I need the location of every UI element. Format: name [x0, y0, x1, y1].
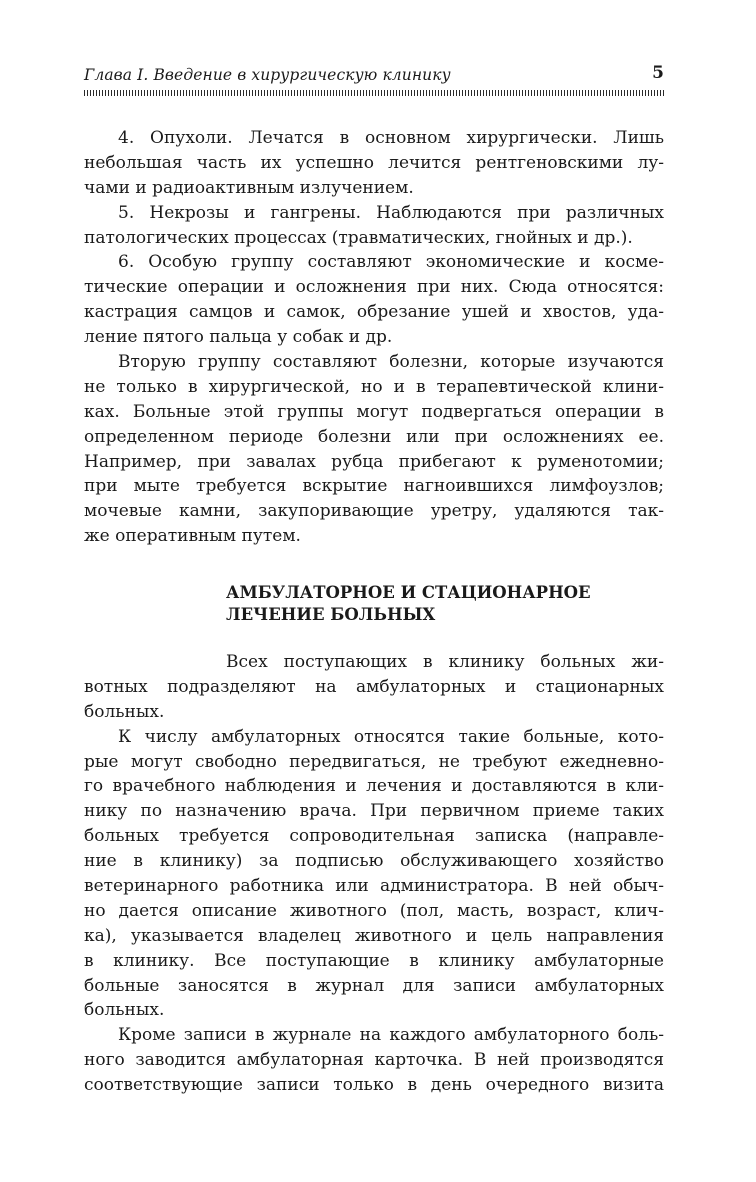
paragraph-line: не только в хирургической, но и в терапевтической клини- — [84, 376, 664, 397]
paragraph-line: ление пятого пальца у собак и др. — [84, 327, 393, 348]
paragraph-line: ного заводится амбулаторная карточка. В ней производятся — [84, 1050, 664, 1071]
paragraph-line: Например, при завалах рубца прибегают к руменотомии; — [84, 451, 664, 472]
paragraph-line: К числу амбулаторных относятся такие больные, кото- — [118, 726, 664, 747]
paragraph-line: Вторую группу составляют болезни, которые изучаются — [118, 352, 664, 373]
paragraph-line: больных требуется сопроводительная записка (направле- — [84, 826, 664, 847]
paragraph-line: рые могут свободно передвигаться, не требуют ежедневно- — [84, 751, 664, 772]
page-number: 5 — [652, 63, 664, 83]
section-heading — [226, 582, 646, 626]
paragraph-line: небольшая часть их успешно лечится рентгеновскими лу- — [84, 152, 664, 173]
paragraph-line: ветеринарного работника или администратора. В ней обыч- — [84, 876, 664, 897]
paragraph-line: же оперативным путем. — [84, 526, 301, 547]
chapter-running-title: Глава I. Введение в хирургическую клинику — [84, 66, 451, 84]
section-heading-line: ЛЕЧЕНИЕ БОЛЬНЫХ — [226, 605, 436, 624]
paragraph-line: 6. Особую группу составляют экономические и космe- — [118, 252, 664, 273]
paragraph-line: Всех поступающих в клинику больных жи- — [226, 652, 664, 672]
paragraph-line: ка), указывается владелец животного и цель направления — [84, 925, 664, 946]
paragraph-line: 4. Опухоли. Лечатся в основном хирургически. Лишь — [118, 128, 664, 148]
paragraph-line: больные заносятся в журнал для записи амбулаторных — [84, 975, 664, 996]
paragraph-line: больных. — [84, 701, 165, 722]
paragraph-line: Кроме записи в журнале на каждого амбулаторного боль- — [118, 1025, 664, 1046]
paragraph-line: тические операции и осложнения при них. Сюда относятся: — [84, 277, 664, 298]
paragraph-line: соответствующие записи только в день очередного визита — [84, 1075, 664, 1096]
paragraph-line: чами и радиоактивным излучением. — [84, 177, 414, 198]
paragraph-line: при мыте требуется вскрытие нагноившихся лимфоузлов; — [84, 476, 664, 497]
paragraph-line: го врачебного наблюдения и лечения и доставляются в кли- — [84, 776, 664, 797]
paragraph-line: вотных подразделяют на амбулаторных и стационарных — [84, 676, 664, 697]
paragraph-line: ках. Больные этой группы могут подвергаться операции в — [84, 401, 664, 422]
paragraph-line: определенном периоде болезни или при осложнениях ее. — [84, 426, 664, 447]
paragraph-line: ние в клинику) за подписью обслуживающего хозяйство — [84, 851, 664, 872]
body-text-section-1 — [84, 126, 664, 549]
section-heading-line: АМБУЛАТОРНОЕ И СТАЦИОНАРНОЕ — [226, 583, 591, 602]
body-text-section-2 — [84, 650, 664, 1098]
paragraph-line: нику по назначению врача. При первичном приеме таких — [84, 801, 664, 822]
paragraph-line: кастрация самцов и самок, обрезание ушей и хвостов, уда- — [84, 302, 664, 323]
paragraph-line: 5. Некрозы и гангрены. Наблюдаются при различных — [118, 202, 664, 223]
paragraph-line: больных. — [84, 1000, 165, 1021]
header-rule — [84, 90, 664, 96]
paragraph-line: в клинику. Все поступающие в клинику амбулаторные — [84, 950, 664, 971]
paragraph-line: патологических процессах (травматических, гнойных и др.). — [84, 227, 633, 248]
paragraph-line: но дается описание животного (пол, масть, возраст, клич- — [84, 900, 664, 921]
running-header — [84, 63, 664, 90]
paragraph-line: мочевые камни, закупоривающие уретру, удаляются так- — [84, 501, 664, 522]
